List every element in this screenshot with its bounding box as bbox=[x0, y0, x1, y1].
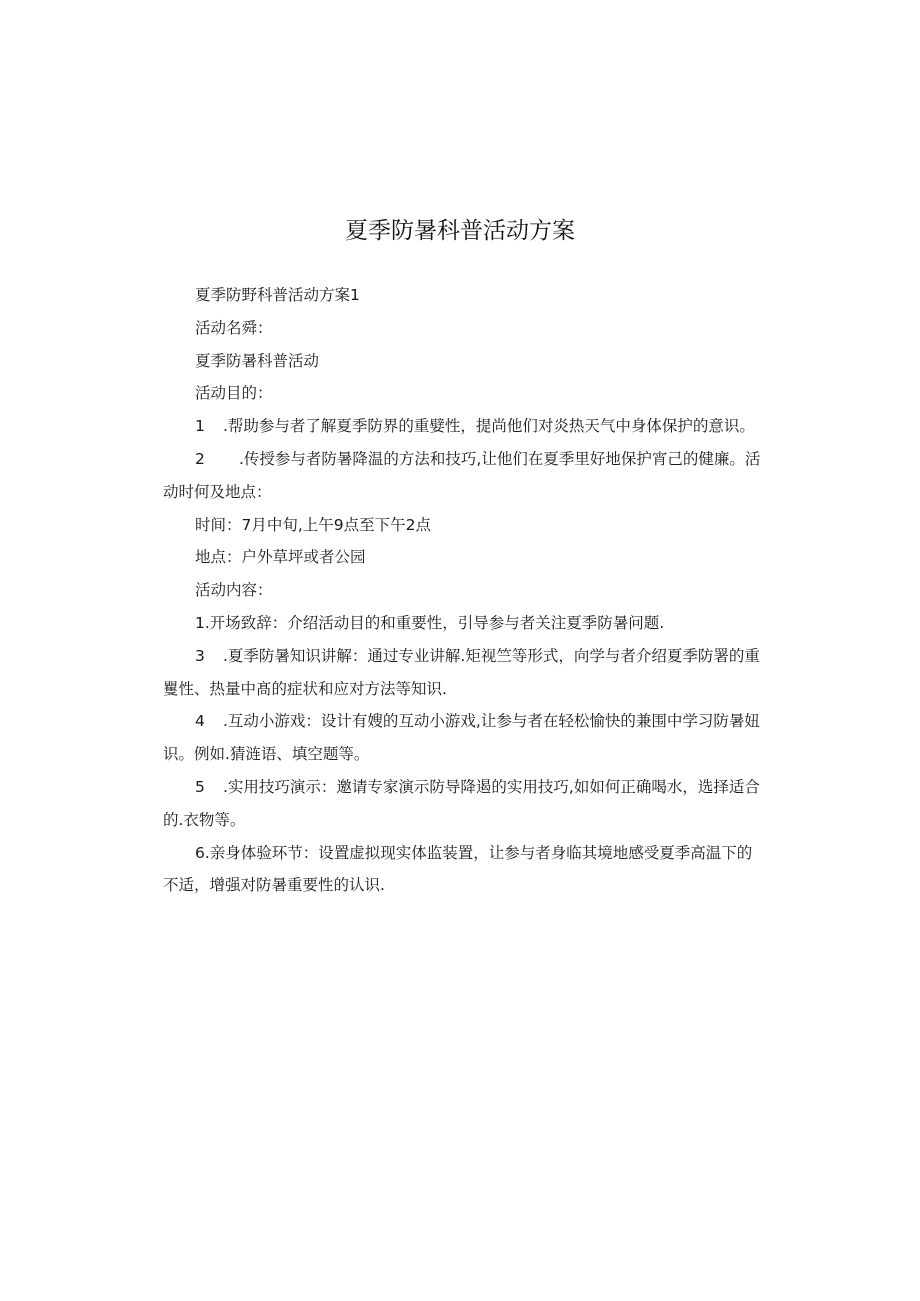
goal-2-text: .传授参与者防暑降温的方法和技巧,让他们在夏季里好地保护宵己的健廉。活 bbox=[239, 449, 761, 468]
content-5-number: 5 bbox=[195, 777, 205, 796]
content-item-3 bbox=[163, 640, 763, 673]
content-4-text: .互动小游戏：设计有嫂的互动小游戏,让参与者在轻松愉快的兼围中学习防暑妞 bbox=[223, 712, 760, 731]
content-item-5-continued: 的.衣物等。 bbox=[163, 810, 246, 829]
content-label: 活动内容： bbox=[195, 581, 273, 600]
content-item-6: 6.亲身体验环节：设置虚拟现实体监装置，让参与者身临其境地感受夏季高温下的 bbox=[195, 843, 753, 862]
goal-1-number: 1 bbox=[195, 417, 205, 436]
activity-name: 夏季防暑科普活动 bbox=[195, 351, 320, 370]
content-item-6-continued: 不适，增强对防暑重要性的认识. bbox=[163, 876, 385, 895]
goal-label: 活动目的： bbox=[195, 384, 273, 403]
place-line: 地点：户外草坪或者公园 bbox=[195, 548, 366, 567]
document-title: 夏季防暑科普活动方案 bbox=[345, 218, 575, 244]
content-3-text: .夏季防暑知识讲解：通过专业讲解.矩视竺等形式，向学与者介绍夏季防署的重 bbox=[223, 646, 760, 665]
goal-2-number: 2 bbox=[195, 449, 205, 468]
time-place-label: 动时何及地点： bbox=[163, 482, 272, 501]
activity-name-label: 活动名舜： bbox=[195, 318, 273, 337]
content-item-4-continued: 识。例如.猜涟语、填空题等。 bbox=[163, 745, 370, 764]
content-item-3-continued: 矍性、热量中髙的症状和应对方法等知识. bbox=[163, 679, 447, 698]
goal-item-2 bbox=[163, 443, 763, 476]
content-3-number: 3 bbox=[195, 646, 205, 665]
content-5-text: .实用技巧演示：邀请专家演示防导降遏的实用技巧,如如何正确喝水，选择适合 bbox=[223, 777, 760, 796]
content-item-5 bbox=[163, 771, 763, 804]
goal-item-1 bbox=[163, 410, 763, 443]
document-body bbox=[163, 279, 763, 902]
goal-1-text: .帮助参与者了解夏季防界的重嬖性，提尚他们对炎热天气中身体保护的意识。 bbox=[223, 417, 755, 436]
content-item-1: 1.开场致辞：介绍活动目的和重要性，引导参与者关注夏季防暑问题. bbox=[195, 613, 665, 632]
plan-heading: 夏季防野科普活动方案1 bbox=[195, 286, 360, 304]
content-item-4 bbox=[163, 705, 763, 738]
time-line: 时间：7月中旬,上午9点至下午2点 bbox=[195, 515, 432, 534]
content-4-number: 4 bbox=[195, 712, 205, 731]
